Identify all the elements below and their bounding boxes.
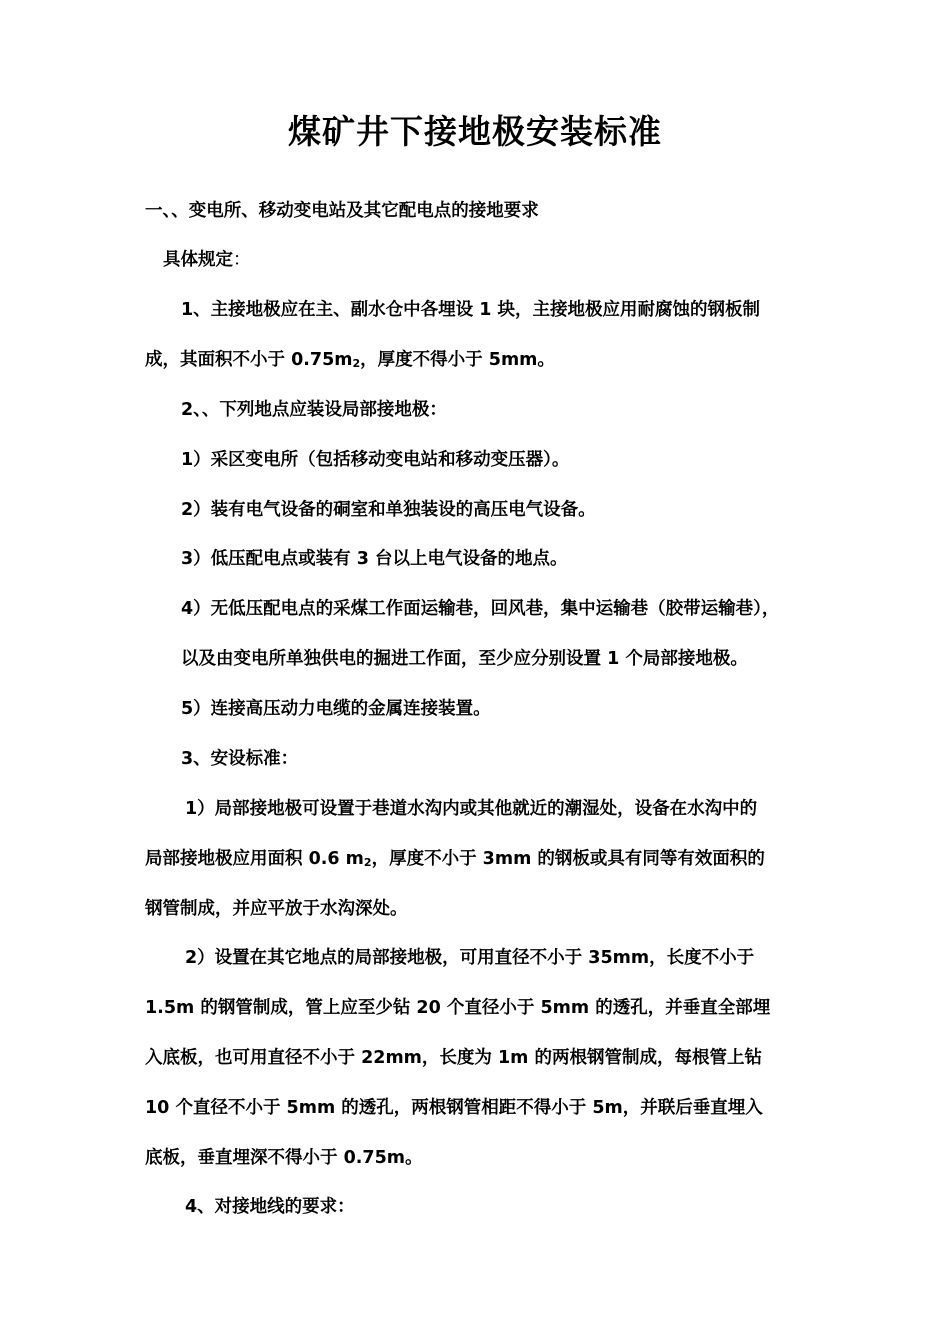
document-title: 煤矿井下接地极安装标准 [288,112,662,151]
item2-point-4-cont: 以及由变电所单独供电的掘进工作面，至少应分别设置 1 个局部接地极。 [181,649,748,669]
item2-point-4: 4）无低压配电点的采煤工作面运输巷，回风巷，集中运输巷（胶带运输巷）， [181,599,780,619]
area-unit-subscript: 2 [363,856,372,869]
item2-point-1: 1）采区变电所（包括移动变电站和移动变压器）。 [181,450,570,470]
item2-heading: 2、、下列地点应装设局部接地极： [181,400,447,420]
item4-heading: 4、对接地线的要求： [185,1197,355,1217]
item2-point-3: 3）低压配电点或装有 3 台以上电气设备的地点。 [181,549,568,569]
item1-line2-tail: ，厚度不得小于 5mm。 [360,350,555,370]
area-unit-subscript: 2 [352,357,361,370]
spec-label-line [163,246,251,274]
item3-p1-line1: 1）局部接地极可设置于巷道水沟内或其他就近的潮湿处，设备在水沟中的 [185,799,758,819]
section-heading: 一、、变电所、移动变电站及其它配电点的接地要求 [145,201,539,221]
item3-p1-line3: 钢管制成，并应平放于水沟深处。 [145,899,408,919]
item3-p2-line3: 入底板，也可用直径不小于 22mm，长度为 1m 的两根钢管制成，每根管上钻 [145,1048,763,1068]
item3-heading: 3、安设标准： [181,749,299,769]
item3-p1-line2-text: 局部接地极应用面积 0.6 m [145,849,364,869]
item1-line2 [145,346,555,374]
item2-point-5: 5）连接高压动力电缆的金属连接装置。 [181,699,491,719]
item1-line1: 1、主接地极应在主、副水仓中各埋设 1 块，主接地极应用耐腐蚀的钢板制 [181,300,761,320]
spec-colon: ： [233,250,251,270]
spec-label: 具体规定 [163,250,233,270]
item3-p1-line2 [145,845,765,873]
item2-point-2: 2）装有电气设备的硐室和单独装设的高压电气设备。 [181,500,596,520]
item3-p2-line2: 1.5m 的钢管制成，管上应至少钻 20 个直径小于 5mm 的透孔，并垂直全部埋 [145,998,771,1018]
item3-p2-line5: 底板，垂直埋深不得小于 0.75m。 [145,1148,423,1168]
item3-p2-line1: 2）设置在其它地点的局部接地极，可用直径不小于 35mm，长度不小于 [185,948,755,968]
item3-p2-line4: 10 个直径不小于 5mm 的透孔，两根钢管相距不得小于 5m，并联后垂直埋入 [145,1098,763,1118]
item1-line2-text: 成，其面积不小于 0.75m [145,350,353,370]
item3-p1-line2-tail: ，厚度不小于 3mm 的钢板或具有同等有效面积的 [371,849,765,869]
